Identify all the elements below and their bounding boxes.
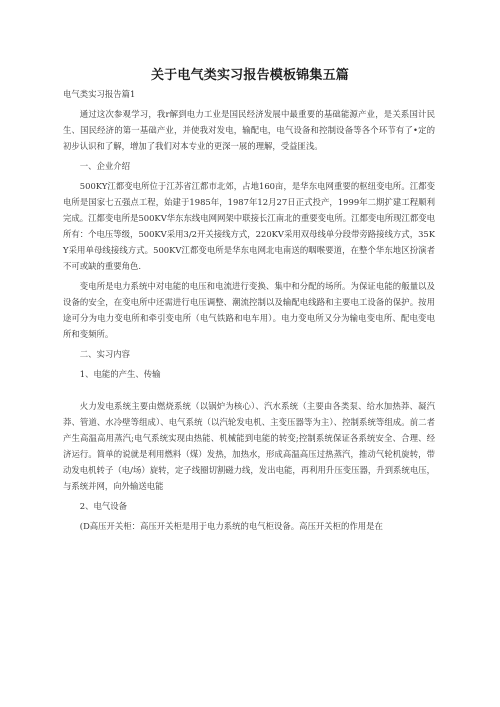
company-paragraph-1: 500KY江都变电所位于江苏省江都市北郊，占地160亩，是华东电网重要的枢纽变电所。江都变电所是国家七五强点工程，始建于1985年，1987年12月27日正式投产，1999年二期扩建工程顺利完成。江都变电所是500KV华东东线电网网架中联接长江南北的重要变电所。江都变电所现江都变电所有：个电压等级，500KV采用3/2开关接线方式，220KV采用双母线单分段带旁路接线方式，35KY采用单母线接线方式。500KV江都变电所是华东电网北电南送的咽喉要道，在整个华东地区扮演者不可或缺的重要角色. [63, 181, 435, 271]
section-heading-content: 二、实习内容 [79, 349, 131, 359]
equipment-paragraph: (D高压开关柜：高压开关柜是用于电力系统的电气柜设备。高压开关柜的作用是在 [79, 521, 383, 531]
document-body [63, 86, 435, 534]
subheading-energy: 1、电能的产生、传输 [79, 369, 161, 379]
company-paragraph-2: 变电所是电力系统中对电能的电压和电流进行变换、集中和分配的场所。为保证电能的舨量以及设备的安全，在变电所中还需进行电压调整、潮流控制以及输配电线路和主要电工设备的保护。按用途可分为电力变电所和牵引变电所（电气铁路和电车用）。电力变电所又分为输电变电所、配电变电所和变频所。 [63, 281, 435, 339]
subheading-equipment: 2、电气设备 [79, 501, 127, 511]
section-heading-company: 一、企业介绍 [79, 161, 131, 171]
intro-paragraph: 通过这次参观学习，我r解到电力工业是国民经济发展中最重要的基础能源产业，是关系国计民生、国民经济的第一基础产业，并使我对发电，输配电，电气设备和控制设备等各个环节有了•定的初步认识和了解，增加了我们对本专业的更深一展的理解，受益匪浅。 [63, 109, 435, 151]
energy-paragraph: 火力发电系统主要由燃烧系统（以锅炉为核心）、汽水系统（主要由各类泵、给水加热莽、凝汽莽、管道、水冷壁等组成）、电气系统（以汽轮发电机、主变压器等为主）、控制系统等组成。前二者产生高温高用蒸汽;电气系统实现由热能、机械能到电能的转变;控制系统保证各系统安全、合理、经济运行。简单的说就是利用燃料（煤）发热，加热水，形成高温高压过热蒸汽，推动气轮机旋转，带动发电机转子（电/场）旋转，定子线圈切割磁力线，发出电能，再利用升压变压器，升到系统电压，与系统并网，向外输送电能 [63, 401, 435, 491]
report-subtitle: 电气类实习报告篇1 [63, 89, 136, 99]
document-title: 关于电气类实习报告模板锦集五篇 [150, 68, 349, 83]
